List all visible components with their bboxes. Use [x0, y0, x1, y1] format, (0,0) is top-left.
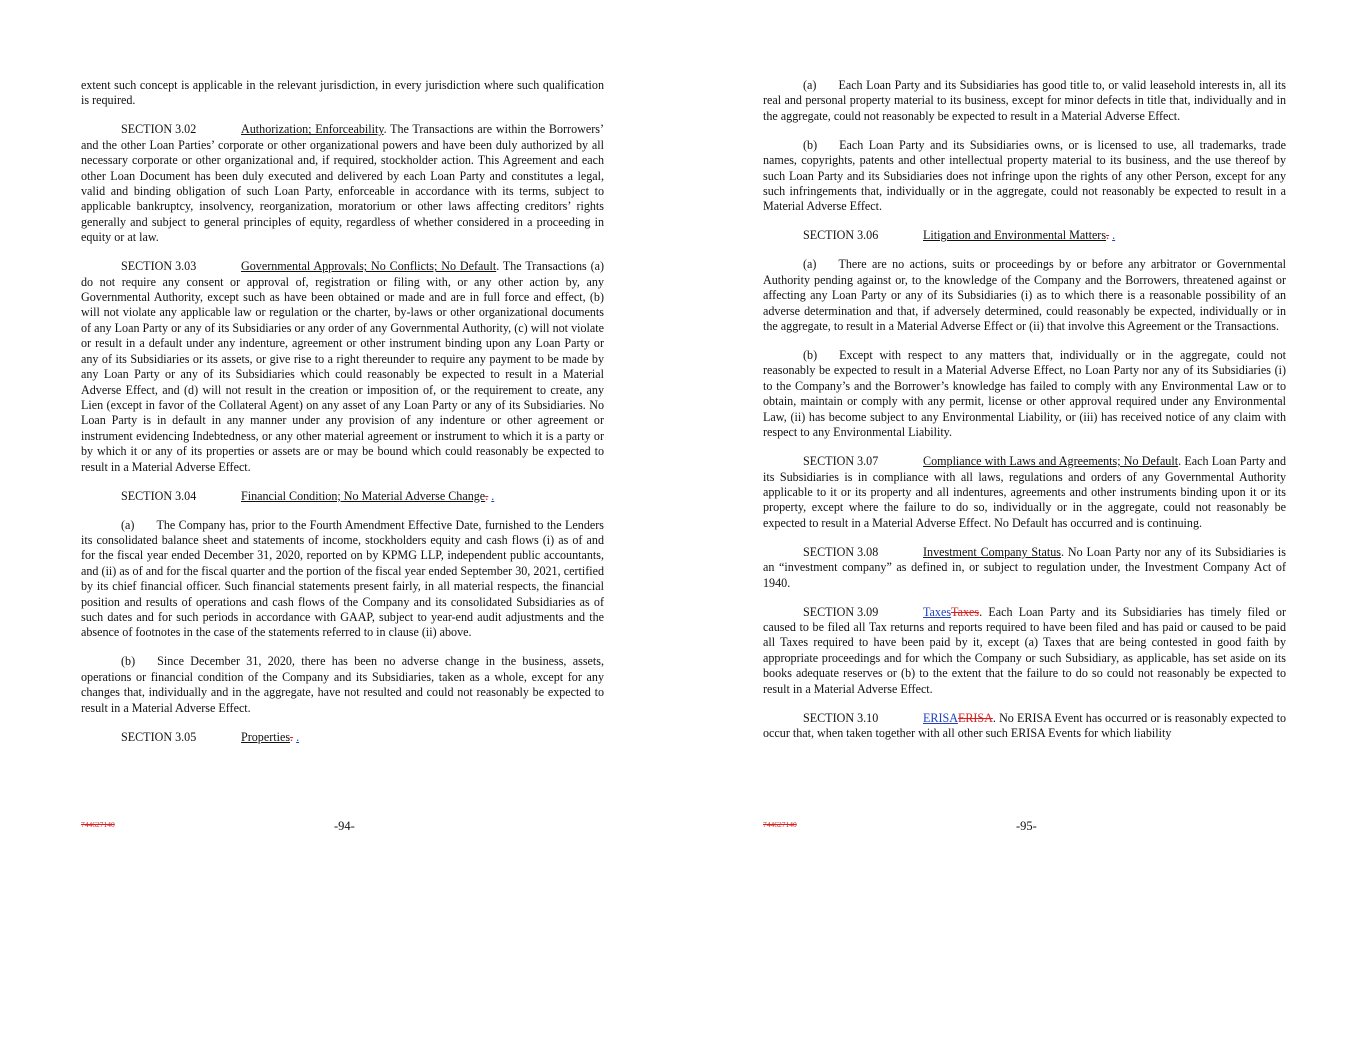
section-number: SECTION 3.03: [121, 259, 197, 274]
section-3-09: [763, 605, 1286, 697]
clause-label: (b): [121, 654, 136, 669]
section-number: SECTION 3.05: [121, 729, 197, 744]
deleted-text: ERISA: [957, 710, 993, 725]
section-3-10: [763, 711, 1286, 742]
section-number: SECTION 3.02: [121, 122, 197, 137]
footer-document-id: 744627140: [81, 820, 115, 829]
inserted-text: Taxes: [923, 604, 952, 619]
section-3-07: [763, 454, 1286, 531]
deleted-text: .: [290, 729, 294, 744]
section-number: SECTION 3.06: [803, 228, 879, 243]
section-3-02: [81, 122, 604, 245]
section-number: SECTION 3.08: [803, 544, 879, 559]
footer-document-id: 744627140: [763, 820, 797, 829]
section-title: Authorization; Enforceability: [241, 122, 384, 137]
inserted-text: .: [296, 729, 300, 744]
section-3-05-a: [763, 78, 1286, 124]
clause-label: (b): [803, 137, 818, 152]
section-3-06-a: [763, 257, 1286, 334]
section-title: Investment Company Status: [923, 544, 1062, 559]
section-3-05-b: [763, 138, 1286, 215]
clause-body: The Company has, prior to the Fourth Amendment Effective Date, furnished to the Lenders its consolidated balance sheet and statements of income, stockholders equity and cash flows (i) as of and for the fiscal year ended December 31, 2020, reported on by KPMG LLP, independent public accountants, and (ii) as of and for the fiscal quarter and the portion of the fiscal year ended September 30, 2021, certified by its chief financial officer. Such financial statements present fairly, in all material respects, the financial position and results of operations and cash flows of the Company and its consolidated Subsidiaries as of such dates and for such periods in accordance with GAAP, subject to year-end audit adjustments and the absence of footnotes in the case of the statements referred to in clause (ii) above.: [81, 517, 604, 640]
inserted-text: .: [1112, 228, 1116, 243]
section-title: Governmental Approvals; No Conflicts; No Default: [241, 259, 497, 274]
clause-label: (a): [121, 517, 135, 532]
clause-body: Except with respect to any matters that, individually or in the aggregate, could not reasonably be expected to result in a Material Adverse Effect, no Loan Party nor any of its Subsidiaries (i) to the Company’s and the Borrower’s knowledge has failed to comply with any Environmental Law or to obtain, maintain or comply with any permit, license or other approval required under any Environmental Law, (ii) has become subject to any Environmental Liability, or (iii) has received notice of any claim with respect to any Environmental Liability.: [763, 348, 1286, 440]
clause-label: (a): [803, 78, 817, 92]
section-3-06: [763, 228, 1286, 243]
section-3-08: [763, 545, 1286, 591]
section-body: . The Transactions (a) do not require any consent or approval of, registration or filing with, or any other action by, any Governmental Authority, except such as have been obtained or made and are in full force and effect, (b) will not violate any applicable law or regulation or the charter, by-laws or other organizational documents of any Loan Party or any of its Subsidiaries or any order of any Governmental Authority, (c) will not violate or result in a default under any indenture, agreement or other instrument binding upon any Loan Party or any of its Subsidiaries or its assets, or give rise to a right thereunder to require any payment to be made by any Loan Party or any of its Subsidiaries which could reasonably be expected to result in a Material Adverse Effect, and (d) will not result in the creation or imposition of, or the requirement to create, any Lien (except in favor of the Collateral Agent) on any asset of any Loan Party or any of its Subsidiaries. No Loan Party is in default in any manner under any provision of any indenture or other agreement or instrument evidencing Indebtedness, or any other material agreement or instrument to which it is a party or by which it or any of its properties or assets are or may be bound which could reasonably be expected to result in a Material Adverse Effect.: [81, 259, 605, 474]
section-3-03: [81, 259, 604, 475]
page-95: [763, 78, 1286, 755]
section-3-04-b: [81, 654, 604, 716]
clause-label: (a): [803, 257, 817, 272]
section-number: SECTION 3.07: [803, 454, 879, 469]
section-3-04: [81, 489, 604, 504]
deleted-text: .: [485, 488, 489, 503]
deleted-text: Taxes: [951, 604, 980, 619]
paragraph-continuation: extent such concept is applicable in the relevant jurisdiction, in every jurisdiction where such qualification is required.: [81, 78, 604, 108]
section-title: Properties: [241, 729, 291, 744]
section-title: Compliance with Laws and Agreements; No Default: [923, 454, 1179, 469]
clause-body: Each Loan Party and its Subsidiaries has good title to, or valid leasehold interests in, all its real and personal property material to its business, except for minor defects in title that, individually and in the aggregate, could not reasonably be expected to result in a Material Adverse Effect.: [763, 78, 1286, 123]
inserted-text: ERISA: [923, 710, 958, 725]
inserted-text: .: [491, 488, 495, 503]
clause-label: (b): [803, 348, 818, 363]
clause-body: Each Loan Party and its Subsidiaries owns, or is licensed to use, all trademarks, trade names, copyrights, patents and other intellectual property material to its business, and the use thereof by such Loan Party and its Subsidiaries does not infringe upon the rights of any other Person, except for any such infringements that, individually or in the aggregate, could not reasonably be expected to result in a Material Adverse Effect.: [763, 137, 1286, 214]
clause-body: Since December 31, 2020, there has been no adverse change in the business, assets, operations or financial condition of the Company and its Subsidiaries, taken as a whole, except for any changes that, individually and in the aggregate, have not resulted and could not reasonably be expected to result in a Material Adverse Effect.: [81, 654, 604, 715]
section-3-04-a: [81, 518, 604, 641]
section-body: . The Transactions are within the Borrowers’ and the other Loan Parties’ corporate or other organizational powers and have been duly authorized by all necessary corporate or other organizational and, if required, stockholder action. This Agreement and each other Loan Document has been duly executed and delivered by each Loan Party and constitutes a legal, valid and binding obligation of such Loan Party, enforceable in accordance with its terms, subject to applicable bankruptcy, insolvency, reorganization, moratorium or other laws affecting creditors’ rights generally and subject to general principles of equity, regardless of whether considered in a proceeding in equity or at law.: [81, 122, 604, 245]
section-body: . Each Loan Party and its Subsidiaries has timely filed or caused to be filed all Tax returns and reports required to have been filed and has paid or caused to be paid all Taxes required to have been paid by it, except (a) Taxes that are being contested in good faith by appropriate proceedings and for which the Company or such Subsidiary, as applicable, has set aside on its books adequate reserves or (b) to the extent that the failure to do so could not reasonably be expected to result in a Material Adverse Effect.: [763, 604, 1286, 696]
deleted-text: .: [1106, 228, 1110, 243]
section-body: . Each Loan Party and its Subsidiaries is in compliance with all laws, regulations and orders of any Governmental Authority applicable to it or its property and all indentures, agreements and other instruments binding upon it or its property, except where the failure to do so, individually or in the aggregate, could not reasonably be expected to result in a Material Adverse Effect. No Default has occurred and is continuing.: [763, 454, 1286, 530]
page-94: [81, 78, 604, 759]
section-3-05: [81, 730, 604, 745]
section-body: . No ERISA Event has occurred or is reasonably expected to occur that, when taken together with all other such ERISA Events for which liability: [763, 710, 1286, 740]
section-title: Financial Condition; No Material Adverse Change: [241, 488, 486, 503]
section-number: SECTION 3.09: [803, 604, 879, 619]
section-3-06-b: [763, 348, 1286, 440]
page-number: -95-: [1016, 819, 1037, 833]
page-number: -94-: [334, 819, 355, 833]
section-body: . No Loan Party nor any of its Subsidiaries is an “investment company” as defined in, or subject to regulation under, the Investment Company Act of 1940.: [763, 544, 1286, 590]
section-number: SECTION 3.10: [803, 710, 879, 725]
section-title: Litigation and Environmental Matters: [923, 228, 1107, 243]
section-number: SECTION 3.04: [121, 488, 197, 503]
clause-body: There are no actions, suits or proceedings by or before any arbitrator or Governmental Authority pending against or, to the knowledge of the Company and the Borrowers, threatened against or affecting any Loan Party or any of its Subsidiaries (i) as to which there is a reasonable possibility of an adverse determination and that, if adversely determined, could reasonably be expected, individually or in the aggregate, to result in a Material Adverse Effect or (ii) that involve this Agreement or the Transactions.: [763, 257, 1286, 334]
